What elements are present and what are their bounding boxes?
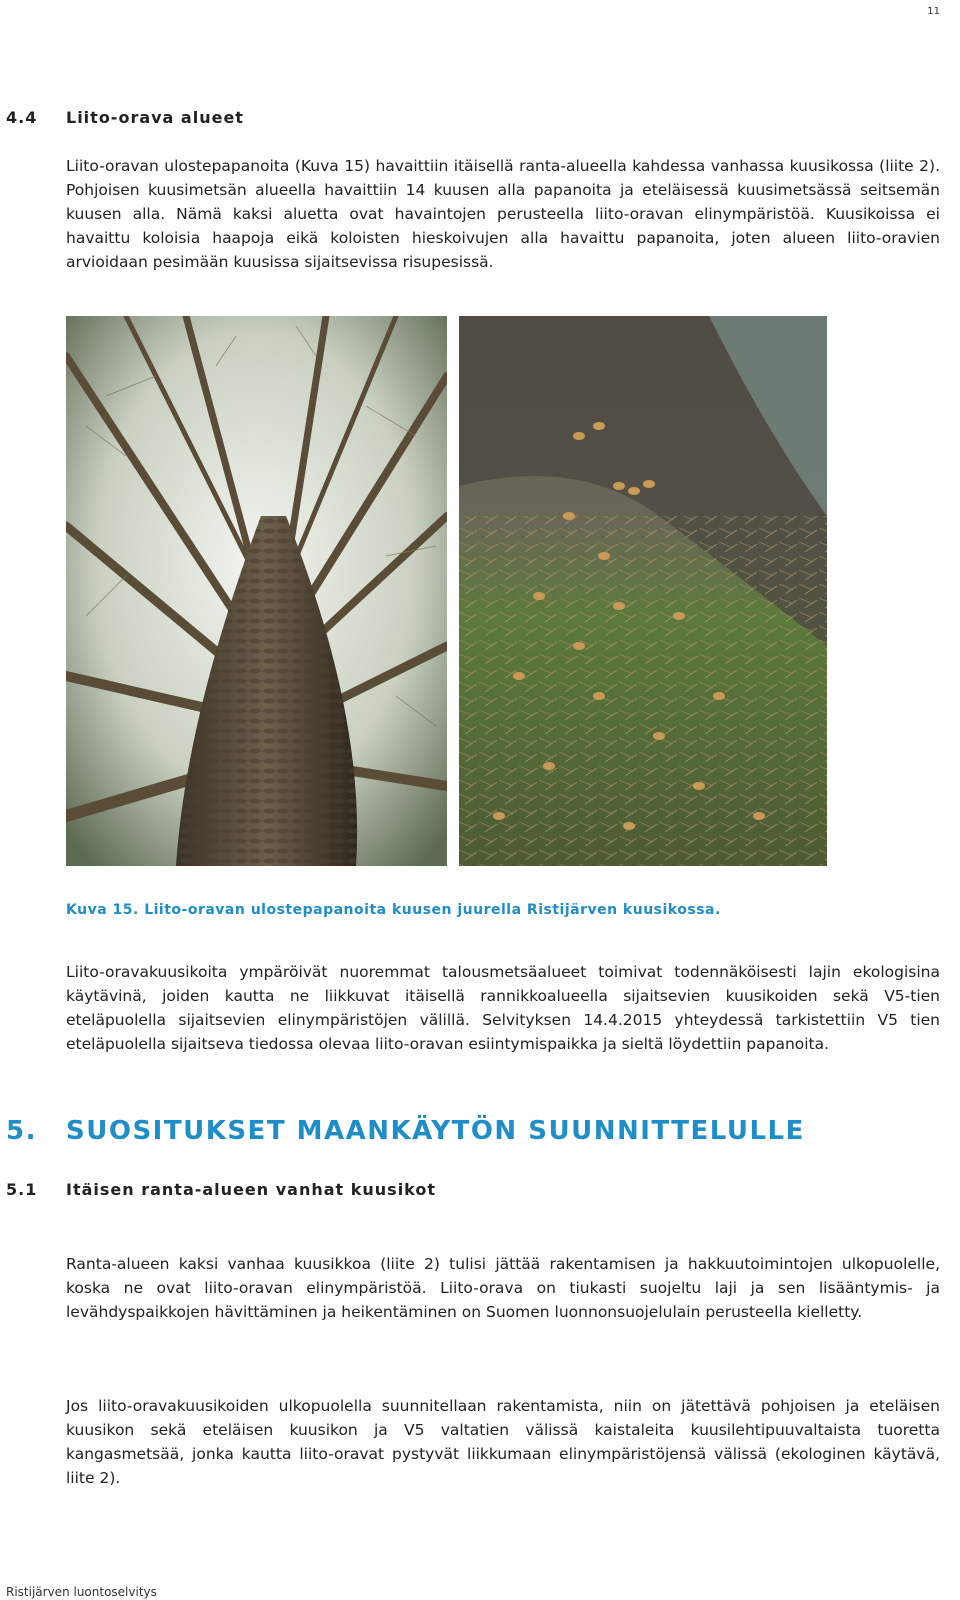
figure-caption: Kuva 15. Liito-oravan ulostepapanoita kuusen juurella Ristijärven kuusikossa. <box>66 902 721 918</box>
section-5-1-paragraph-2: Jos liito-oravakuusikoiden ulkopuolella suunnitellaan rakentamista, niin on jätettävä pohjoisen ja eteläisen kuusikon sekä eteläisen kuusikon ja V5 valtatien välissä kaistaleita kuusilehtipuuvaltaista tuoretta kangasmetsää, jonka kautta liito-oravat pystyvät liikkumaan elinympäristöjensä välissä (ekologinen käytävä, liite 2). <box>66 1397 940 1487</box>
section-4-4-heading <box>6 108 244 127</box>
paragraph-after-figure: Liito-oravakuusikoita ympäröivät nuoremmat talousmetsäalueet toimivat todennäköisesti lajin ekologisina käytävinä, joiden kautta ne liikkuvat itäisellä rannikkoalueella sijaitsevien kuusikoiden sekä V5-tien eteläpuolella sijaitsevien elinympäristöjen välillä. Selvityksen 14.4.2015 yhteydessä tarkistettiin V5 tien eteläpuolella sijaitseva tiedossa olevaa liito-oravan esiintymispaikka ja sieltä löydettiin papanoita. <box>66 963 940 1053</box>
section-4-4-paragraph: Liito-oravan ulostepapanoita (Kuva 15) havaittiin itäisellä ranta-alueella kahdessa vanhassa kuusikossa (liite 2). Pohjoisen kuusimetsän alueella havaittiin 14 kuusen alla papanoita ja eteläisessä kuusimetsässä seitsemän kuusen alla. Nämä kaksi aluetta ovat havaintojen perusteella liito-oravan elinympäristöä. Kuusikoissa ei havaittu koloisia haapoja eikä koloisten hieskoivujen alla havaittu papanoita, joten alueen liito-oravien arvioidaan pesimään kuusissa sijaitsevissa risupesissä. <box>66 157 940 271</box>
section-number: 5. <box>6 1116 37 1146</box>
section-title: Liito-orava alueet <box>66 108 244 127</box>
section-5-1-paragraph-1: Ranta-alueen kaksi vanhaa kuusikkoa (liite 2) tulisi jättää rakentamisen ja hakkuutoimintojen ulkopuolelle, koska ne ovat liito-oravan elinympäristöä. Liito-orava on tiukasti suojeltu laji ja sen lisääntymis- ja levähdyspaikkojen hävittäminen ja heikentäminen on Suomen luonnonsuojelulain perusteella kielletty. <box>66 1255 940 1321</box>
page-number: 11 <box>927 6 940 17</box>
section-title: Itäisen ranta-alueen vanhat kuusikot <box>66 1180 437 1199</box>
spruce-trunk-photo <box>66 316 447 866</box>
section-5-1-heading <box>6 1180 436 1199</box>
section-number: 5.1 <box>6 1180 38 1199</box>
droppings-photo <box>459 316 827 866</box>
section-number: 4.4 <box>6 108 38 127</box>
footer: Ristijärven luontoselvitys <box>6 1585 157 1599</box>
droppings-image <box>459 316 827 866</box>
section-title: SUOSITUKSET MAANKÄYTÖN SUUNNITTELULLE <box>66 1116 805 1146</box>
spruce-trunk-image <box>66 316 447 866</box>
section-5-heading <box>6 1116 805 1146</box>
